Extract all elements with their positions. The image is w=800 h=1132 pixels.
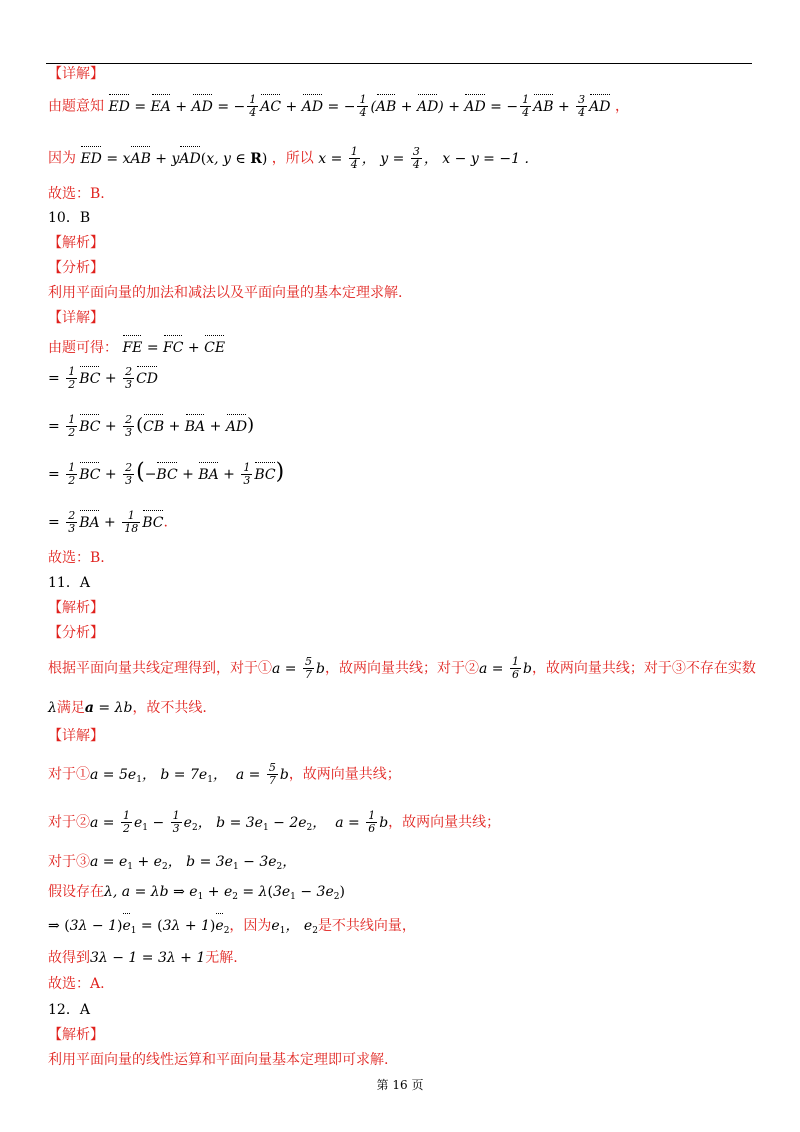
- heading-analysis: 【解析】: [48, 1027, 104, 1043]
- derivation-line: = $\frac{2}{3}$ BA + $\frac{1}{18}$ BC.: [48, 509, 168, 535]
- analysis-text: 根据平面向量共线定理得到，对于①a = $\frac{5}{7}$ b，故两向量共线；对于②a = $\frac{1}{6}$ b，故两向量共线；对于③不存在实数: [48, 655, 756, 681]
- derivation-line: = $\frac{1}{2}$ BC + $\frac{2}{3}$ CD: [48, 365, 159, 391]
- derivation-line: 因为 ED = xAB + yAD(x, y ∈ R) ，所以 x = $\frac{1}{4}$ ， y = $\frac{3}{4}$ ， x − y = −1 .: [48, 145, 529, 171]
- case-line: 假设存在λ, a = λb ⇒ $e_1 + e_2 = \lambda(3e_1 - 3e_2)$: [48, 884, 345, 902]
- heading-analysis-2: 【分析】: [48, 260, 104, 276]
- case-line: 对于②a = $\frac{1}{2}$ $e_1$ − $\frac{1}{3}$ $e_2$， $b = 3e_1 - 2e_2$， a = $\frac{1}{6}$ b，故两向量共线；: [48, 809, 501, 835]
- derivation-line: 由题可得： FE = FC + CE: [48, 340, 226, 356]
- question-number: 12．A: [48, 1002, 90, 1018]
- question-number: 10．B: [48, 210, 91, 226]
- page-footer: 第 16 页: [376, 1078, 424, 1092]
- formula: ED = EA + AD = − $\frac{1}{4}$ AC + AD = − $\frac{1}{4}$ (AB + AD) + AD = − $\frac{1}{4}$ AB + $\frac{3}{4}$ AD: [108, 93, 611, 119]
- heading-analysis: 【解析】: [48, 235, 104, 251]
- case-line: 对于①a = $5e_1$， $b = 7e_1$， a = $\frac{5}{7}$ b，故两向量共线；: [48, 761, 401, 787]
- top-rule: [46, 63, 752, 64]
- answer-line: 故选：A.: [48, 976, 105, 992]
- derivation-line: = $\frac{1}{2}$ BC + $\frac{2}{3}$ (−BC + BA + $\frac{1}{3}$ BC): [48, 459, 285, 487]
- derivation-line: = $\frac{1}{2}$ BC + $\frac{2}{3}$ (CB + BA + AD): [48, 413, 255, 439]
- answer-line: 故选：B.: [48, 550, 105, 566]
- heading-detail: 【详解】: [48, 310, 104, 326]
- heading-analysis-2: 【分析】: [48, 625, 104, 641]
- heading-detail: 【详解】: [48, 728, 104, 744]
- case-line: ⇒ $(3\lambda - 1)e_1 = (3\lambda + 1)e_2$，因为$e_1$， $e_2$是不共线向量，: [48, 918, 416, 936]
- heading-analysis: 【解析】: [48, 600, 104, 616]
- analysis-text: 利用平面向量的线性运算和平面向量基本定理即可求解.: [48, 1052, 389, 1068]
- analysis-text: 利用平面向量的加法和减法以及平面向量的基本定理求解.: [48, 285, 403, 301]
- question-number: 11．A: [48, 575, 90, 591]
- case-line: 对于③a = $e_1 + e_2$， $b = 3e_1 - 3e_2$，: [48, 854, 297, 872]
- heading-detail: 【详解】: [48, 66, 104, 82]
- answer-line: 故选：B.: [48, 186, 105, 202]
- derivation-line: 由题意知 ED = EA + AD = − $\frac{1}{4}$ AC + AD = − $\frac{1}{4}$ (AB + AD) + AD = − $\frac{1}{4}$ AB + $\frac{3}{4}$ AD ，: [48, 93, 629, 119]
- analysis-text: λ满足a = λb，故不共线.: [48, 700, 207, 716]
- case-line: 故得到3λ − 1 = 3λ + 1无解.: [48, 950, 238, 966]
